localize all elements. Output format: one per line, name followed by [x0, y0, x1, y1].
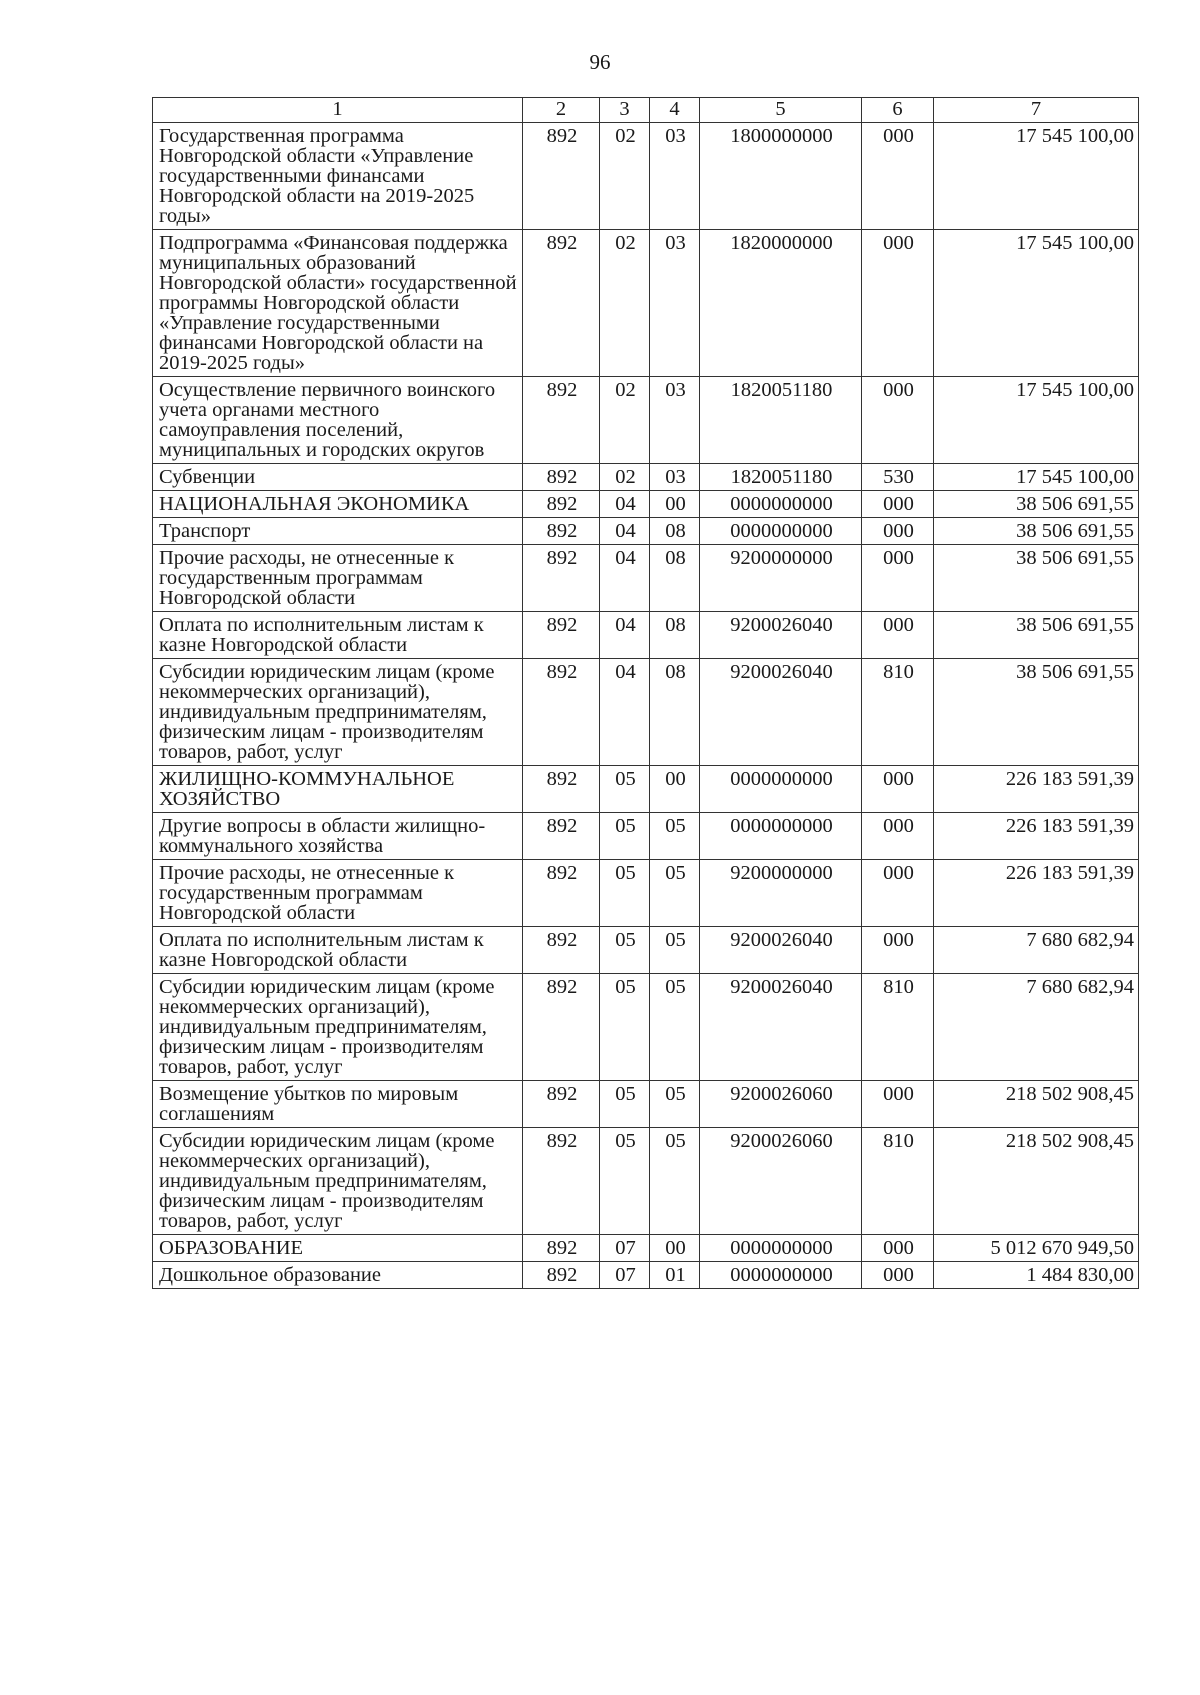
amount: 17 545 100,00 [934, 230, 1139, 377]
table-row [153, 1235, 1139, 1262]
expense-type-code: 000 [862, 766, 934, 813]
target-article-code: 0000000000 [700, 491, 862, 518]
ministry-code: 892 [523, 813, 600, 860]
table-row [153, 1128, 1139, 1235]
subsection-code: 08 [650, 518, 700, 545]
amount: 38 506 691,55 [934, 518, 1139, 545]
expense-type-code: 000 [862, 123, 934, 230]
table-row [153, 464, 1139, 491]
subsection-code: 05 [650, 813, 700, 860]
section-code: 05 [600, 927, 650, 974]
subsection-code: 05 [650, 1128, 700, 1235]
target-article-code: 0000000000 [700, 766, 862, 813]
section-code: 04 [600, 659, 650, 766]
section-code: 04 [600, 491, 650, 518]
table-row [153, 659, 1139, 766]
subsection-code: 03 [650, 464, 700, 491]
section-code: 07 [600, 1262, 650, 1289]
expense-type-code: 530 [862, 464, 934, 491]
subsection-code: 05 [650, 927, 700, 974]
section-code: 04 [600, 518, 650, 545]
target-article-code: 1820051180 [700, 464, 862, 491]
expense-type-code: 000 [862, 545, 934, 612]
amount: 17 545 100,00 [934, 464, 1139, 491]
table-row [153, 1262, 1139, 1289]
ministry-code: 892 [523, 377, 600, 464]
amount: 38 506 691,55 [934, 491, 1139, 518]
ministry-code: 892 [523, 1262, 600, 1289]
amount: 5 012 670 949,50 [934, 1235, 1139, 1262]
table-row [153, 927, 1139, 974]
expense-type-code: 810 [862, 1128, 934, 1235]
target-article-code: 9200026060 [700, 1081, 862, 1128]
column-header: 7 [934, 98, 1139, 123]
amount: 38 506 691,55 [934, 659, 1139, 766]
subsection-code: 05 [650, 860, 700, 927]
section-code: 02 [600, 230, 650, 377]
ministry-code: 892 [523, 766, 600, 813]
row-description: ОБРАЗОВАНИЕ [153, 1235, 523, 1262]
expense-type-code: 000 [862, 860, 934, 927]
row-description: Прочие расходы, не отнесенные к государственным программам Новгородской области [153, 545, 523, 612]
ministry-code: 892 [523, 860, 600, 927]
budget-table [152, 97, 1139, 1289]
row-description: ЖИЛИЩНО-КОММУНАЛЬНОЕ ХОЗЯЙСТВО [153, 766, 523, 813]
amount: 226 183 591,39 [934, 813, 1139, 860]
row-description: Субсидии юридическим лицам (кроме некоммерческих организаций), индивидуальным предпринимателям, физическим лицам - производителям товаров, работ, услуг [153, 1128, 523, 1235]
table-row [153, 813, 1139, 860]
subsection-code: 01 [650, 1262, 700, 1289]
target-article-code: 9200000000 [700, 545, 862, 612]
expense-type-code: 000 [862, 612, 934, 659]
expense-type-code: 810 [862, 659, 934, 766]
target-article-code: 9200000000 [700, 860, 862, 927]
ministry-code: 892 [523, 612, 600, 659]
subsection-code: 08 [650, 659, 700, 766]
subsection-code: 00 [650, 491, 700, 518]
section-code: 04 [600, 545, 650, 612]
row-description: Субвенции [153, 464, 523, 491]
expense-type-code: 000 [862, 230, 934, 377]
subsection-code: 05 [650, 1081, 700, 1128]
column-header: 6 [862, 98, 934, 123]
subsection-code: 08 [650, 612, 700, 659]
subsection-code: 00 [650, 1235, 700, 1262]
target-article-code: 0000000000 [700, 1262, 862, 1289]
expense-type-code: 000 [862, 518, 934, 545]
subsection-code: 03 [650, 230, 700, 377]
row-description: Субсидии юридическим лицам (кроме некоммерческих организаций), индивидуальным предпринимателям, физическим лицам - производителям товаров, работ, услуг [153, 659, 523, 766]
target-article-code: 1800000000 [700, 123, 862, 230]
section-code: 05 [600, 1128, 650, 1235]
subsection-code: 08 [650, 545, 700, 612]
subsection-code: 05 [650, 974, 700, 1081]
table-row [153, 974, 1139, 1081]
header-row [153, 98, 1139, 123]
amount: 17 545 100,00 [934, 377, 1139, 464]
expense-type-code: 000 [862, 927, 934, 974]
expense-type-code: 000 [862, 1081, 934, 1128]
ministry-code: 892 [523, 659, 600, 766]
table-row [153, 766, 1139, 813]
section-code: 04 [600, 612, 650, 659]
row-description: Дошкольное образование [153, 1262, 523, 1289]
target-article-code: 9200026040 [700, 974, 862, 1081]
target-article-code: 1820000000 [700, 230, 862, 377]
row-description: Прочие расходы, не отнесенные к государственным программам Новгородской области [153, 860, 523, 927]
ministry-code: 892 [523, 1081, 600, 1128]
target-article-code: 9200026040 [700, 612, 862, 659]
target-article-code: 0000000000 [700, 813, 862, 860]
subsection-code: 00 [650, 766, 700, 813]
ministry-code: 892 [523, 464, 600, 491]
table-row [153, 491, 1139, 518]
target-article-code: 1820051180 [700, 377, 862, 464]
section-code: 05 [600, 974, 650, 1081]
amount: 38 506 691,55 [934, 545, 1139, 612]
section-code: 02 [600, 464, 650, 491]
amount: 226 183 591,39 [934, 860, 1139, 927]
table-row [153, 1081, 1139, 1128]
section-code: 05 [600, 813, 650, 860]
column-header: 2 [523, 98, 600, 123]
table-row [153, 518, 1139, 545]
row-description: Оплата по исполнительным листам к казне Новгородской области [153, 927, 523, 974]
expense-type-code: 000 [862, 813, 934, 860]
target-article-code: 9200026060 [700, 1128, 862, 1235]
row-description: Государственная программа Новгородской области «Управление государственными финансами Новгородской области на 2019-2025 годы» [153, 123, 523, 230]
table-row [153, 230, 1139, 377]
amount: 226 183 591,39 [934, 766, 1139, 813]
ministry-code: 892 [523, 974, 600, 1081]
column-header: 4 [650, 98, 700, 123]
table-row [153, 612, 1139, 659]
row-description: Возмещение убытков по мировым соглашениям [153, 1081, 523, 1128]
expense-type-code: 000 [862, 491, 934, 518]
expense-type-code: 810 [862, 974, 934, 1081]
amount: 7 680 682,94 [934, 927, 1139, 974]
amount: 1 484 830,00 [934, 1262, 1139, 1289]
expense-type-code: 000 [862, 377, 934, 464]
ministry-code: 892 [523, 518, 600, 545]
table-row [153, 377, 1139, 464]
row-description: Подпрограмма «Финансовая поддержка муниципальных образований Новгородской области» государственной программы Новгородской области «Управление государственными финансами Новгородской области на 2019-2025 годы» [153, 230, 523, 377]
target-article-code: 0000000000 [700, 518, 862, 545]
target-article-code: 9200026040 [700, 927, 862, 974]
table-row [153, 545, 1139, 612]
row-description: НАЦИОНАЛЬНАЯ ЭКОНОМИКА [153, 491, 523, 518]
column-header: 1 [153, 98, 523, 123]
row-description: Осуществление первичного воинского учета органами местного самоуправления поселений, муниципальных и городских округов [153, 377, 523, 464]
ministry-code: 892 [523, 1128, 600, 1235]
table-row [153, 123, 1139, 230]
target-article-code: 0000000000 [700, 1235, 862, 1262]
expense-type-code: 000 [862, 1235, 934, 1262]
amount: 218 502 908,45 [934, 1128, 1139, 1235]
section-code: 02 [600, 377, 650, 464]
page-number: 96 [589, 50, 611, 74]
section-code: 02 [600, 123, 650, 230]
ministry-code: 892 [523, 491, 600, 518]
row-description: Транспорт [153, 518, 523, 545]
ministry-code: 892 [523, 927, 600, 974]
amount: 17 545 100,00 [934, 123, 1139, 230]
expense-type-code: 000 [862, 1262, 934, 1289]
target-article-code: 9200026040 [700, 659, 862, 766]
amount: 218 502 908,45 [934, 1081, 1139, 1128]
ministry-code: 892 [523, 1235, 600, 1262]
amount: 7 680 682,94 [934, 974, 1139, 1081]
subsection-code: 03 [650, 123, 700, 230]
ministry-code: 892 [523, 230, 600, 377]
row-description: Другие вопросы в области жилищно-коммунального хозяйства [153, 813, 523, 860]
row-description: Субсидии юридическим лицам (кроме некоммерческих организаций), индивидуальным предпринимателям, физическим лицам - производителям товаров, работ, услуг [153, 974, 523, 1081]
table-row [153, 860, 1139, 927]
ministry-code: 892 [523, 545, 600, 612]
column-header: 3 [600, 98, 650, 123]
table-body [153, 123, 1139, 1289]
section-code: 05 [600, 766, 650, 813]
section-code: 05 [600, 860, 650, 927]
section-code: 07 [600, 1235, 650, 1262]
column-header: 5 [700, 98, 862, 123]
section-code: 05 [600, 1081, 650, 1128]
subsection-code: 03 [650, 377, 700, 464]
row-description: Оплата по исполнительным листам к казне Новгородской области [153, 612, 523, 659]
amount: 38 506 691,55 [934, 612, 1139, 659]
ministry-code: 892 [523, 123, 600, 230]
